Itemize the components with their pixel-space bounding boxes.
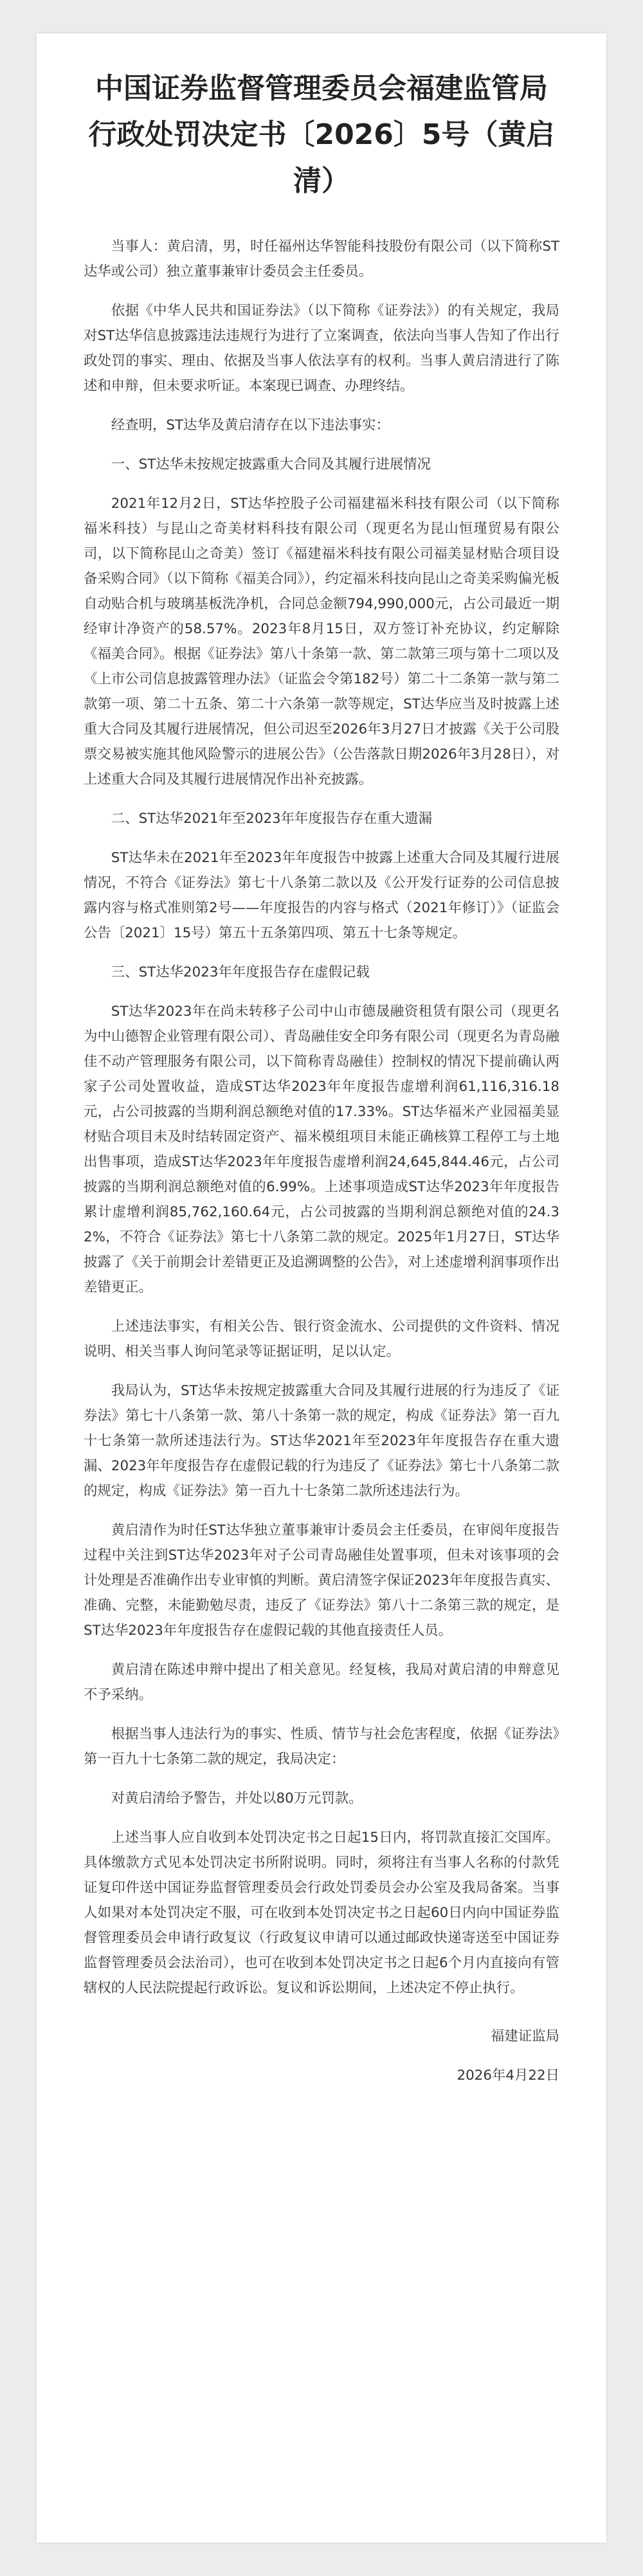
paragraph-penalty: 对黄启清给予警告，并处以80万元罚款。 [111,1790,363,1806]
document-title: 中国证券监督管理委员会福建监管局行政处罚决定书〔2026〕5号（黄启清） [88,72,555,197]
paragraph-section-1: 2021年12月2日，ST达华控股子公司福建福米科技有限公司（以下简称福米科技）与昆山之奇美材料科技有限公司（现更名为昆山恒瑾贸易有限公司，以下简称昆山之奇美）签订《福建福米科技有限公司福美显材贴合项目设备采购合同》（以下简称《福美合同》），约定福米科技向昆山之奇美采购偏光板自动贴合机与玻璃基板洗净机，合同总金额794,990,000元，占公司最近一期经审计净资产的58.57%。2023年8月15日，双方签订补充协议，约定解除《福美合同》。根据《证券法》第八十条第一款、第二款第三项与第十二项以及《上市公司信息披露管理办法》（证监会令第182号）第二十二条第一款与第二款第一项、第二十五条、第二十六条第一款等规定，ST达华应当及时披露上述重大合同及其履行进展情况，但公司迟至2026年3月27日才披露《关于公司股票交易被实施其他风险警示的进展公告》（公告落款日期2026年3月28日），对上述重大合同及其履行进展情况作出补充披露。 [84,496,559,788]
paragraph-decision-basis: 根据当事人违法行为的事实、性质、情节与社会危害程度，依据《证券法》第一百九十七条第二款的规定，我局决定： [84,1726,559,1767]
paragraph-payment-appeal: 上述当事人应自收到本处罚决定书之日起15日内，将罚款直接汇交国库。具体缴款方式见本处罚决定书所附说明。同时，须将注有当事人名称的付款凭证复印件送中国证券监督管理委员会行政处罚委员会办公室及我局备案。当事人如果对本处罚决定不服，可在收到本处罚决定书之日起60日内向中国证券监督管理委员会申请行政复议（行政复议申请可以通过邮政快递寄送至中国证券监督管理委员会法治司），也可在收到本处罚决定书之日起6个月内直接向有管辖权的人民法院提起行政诉讼。复议和诉讼期间，上述决定不停止执行。 [84,1830,559,1996]
paragraph-section-2: ST达华未在2021年至2023年年度报告中披露上述重大合同及其履行进展情况，不符合《证券法》第七十八条第二款以及《公开发行证券的公司信息披露内容与格式准则第2号——年度报告的内容与格式（2021年修订）》（证监会公告〔2021〕15号）第五十五条第四项、第五十七条等规定。 [84,850,559,941]
paragraph-defense: 黄启清在陈述申辩中提出了相关意见。经复核，我局对黄启清的申辩意见不予采纳。 [84,1662,559,1703]
paragraph-finding: 我局认为，ST达华未按规定披露重大合同及其履行进展的行为违反了《证券法》第七十八条第一款、第八十条第一款的规定，构成《证券法》第一百九十七条第一款所述违法行为。ST达华2021年至2023年年度报告存在重大遗漏、2023年年度报告存在虚假记载的行为违反了《证券法》第七十八条第二款的规定，构成《证券法》第一百九十七条第二款所述违法行为。 [84,1383,559,1499]
paragraph-party: 当事人：黄启清，男，时任福州达华智能科技股份有限公司（以下简称ST达华或公司）独立董事兼审计委员会主任委员。 [84,239,559,280]
section-heading-3: 三、ST达华2023年年度报告存在虚假记载 [111,964,370,980]
paragraph-section-3: ST达华2023年在尚未转移子公司中山市德晟融资租赁有限公司（现更名为中山德智企业管理有限公司）、青岛融佳安全印务有限公司（现更名为青岛融佳不动产管理服务有限公司，以下简称青岛融佳）控制权的情况下提前确认两家子公司处置收益，造成ST达华2023年年度报告虚增利润61,116,316.18元，占公司披露的当期利润总额绝对值的17.33%。ST达华福米产业园福美显材贴合项目未及时结转固定资产、福米模组项目未能正确核算工程停工与土地出售事项，造成ST达华2023年年度报告虚增利润24,645,844.46元，占公司披露的当期利润总额绝对值的6.99%。上述事项造成ST达华2023年年度报告累计虚增利润85,762,160.64元，占公司披露的当期利润总额绝对值的24.32%，不符合《证券法》第七十八条第二款的规定。2025年1月27日，ST达华披露了《关于前期会计差错更正及追溯调整的公告》，对上述虚增利润事项作出差错更正。 [84,1004,559,1295]
signature-block [84,2024,559,2088]
paragraph-facts-intro: 经查明，ST达华及黄启清存在以下违法事实： [111,417,390,433]
section-heading-1: 一、ST达华未按规定披露重大合同及其履行进展情况 [111,456,431,473]
signature-date: 2026年4月22日 [457,2067,559,2084]
document-body [84,234,559,2001]
paragraph-basis: 依据《中华人民共和国证券法》（以下简称《证券法》）的有关规定，我局对ST达华信息披露违法违规行为进行了立案调查，依法向当事人告知了作出行政处罚的事实、理由、依据及当事人依法享有的权利。当事人黄启清进行了陈述和申辩，但未要求听证。本案现已调查、办理终结。 [84,303,559,394]
section-heading-2: 二、ST达华2021年至2023年年度报告存在重大遗漏 [111,811,432,827]
paragraph-evidence: 上述违法事实，有相关公告、银行资金流水、公司提供的文件资料、情况说明、相关当事人询问笔录等证据证明，足以认定。 [84,1319,559,1360]
document-page [37,33,606,2543]
paragraph-responsibility: 黄启清作为时任ST达华独立董事兼审计委员会主任委员，在审阅年度报告过程中关注到ST达华2023年对子公司青岛融佳处置事项，但未对该事项的会计处理是否准确作出专业审慎的判断。黄启清签字保证2023年年度报告真实、准确、完整，未能勤勉尽责，违反了《证券法》第八十二条第三款的规定，是ST达华2023年年度报告存在虚假记载的其他直接责任人员。 [84,1522,559,1639]
signature-org: 福建证监局 [491,2028,559,2044]
